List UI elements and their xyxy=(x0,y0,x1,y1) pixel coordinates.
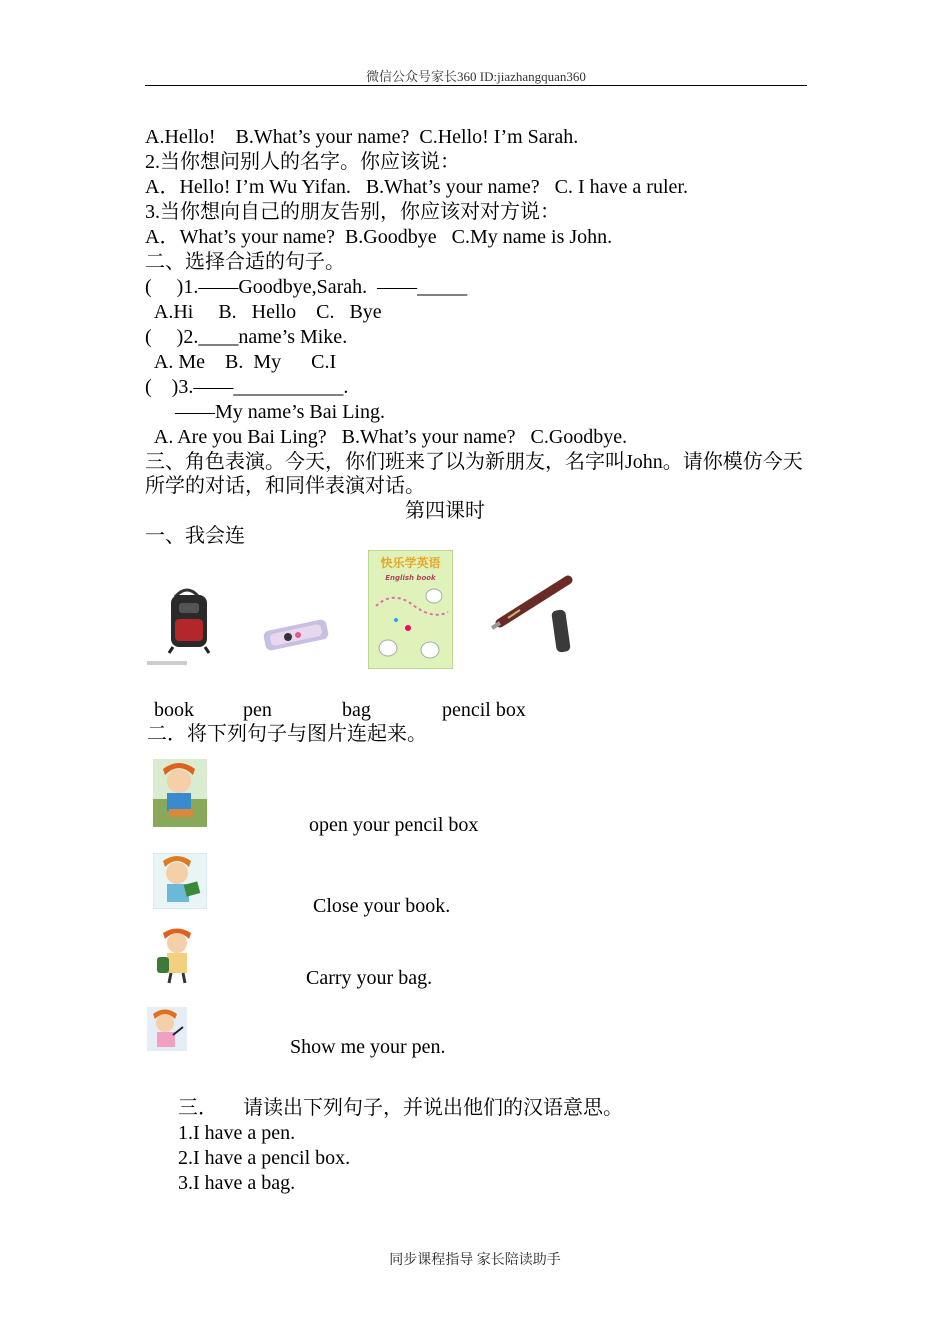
book-cover-title: 快乐学英语 xyxy=(380,556,441,570)
word-bag: bag xyxy=(342,699,371,721)
girl-opening-pencil-box-picture xyxy=(153,759,207,827)
book-cover-subtitle: English book xyxy=(385,574,436,582)
sentence-open-pencil-box: open your pencil box xyxy=(309,814,479,836)
role-play-instruction: 三、角色表演。今天，你们班来了以为新朋友，名字叫John。请你模仿今天所学的对话，和同伴表演对话。 xyxy=(145,451,803,497)
choice-options-2: A. Me B. My C.I xyxy=(145,351,337,373)
sentence-carry-bag: Carry your bag. xyxy=(306,967,433,989)
choice-answer-line-3: ——My name’s Bai Ling. xyxy=(145,401,385,423)
answer-options-1: A.Hello! B.What’s your name? C.Hello! I’m Sarah. xyxy=(145,126,579,148)
section-2-heading: 二、选择合适的句子。 xyxy=(145,251,345,273)
schoolbag-picture xyxy=(147,575,233,670)
girl-closing-book-picture xyxy=(153,853,207,909)
choice-question-1: ( )1.——Goodbye,Sarah. ——_____ xyxy=(145,276,468,298)
read-sentence-1: 1.I have a pen. xyxy=(178,1122,296,1144)
section-1-heading: 一、我会连 xyxy=(145,525,245,547)
sentence-show-pen: Show me your pen. xyxy=(290,1036,446,1058)
word-book: book xyxy=(154,699,194,721)
question-2: 2.当你想问别人的名字。你应该说： xyxy=(145,151,460,173)
answer-options-2: A．Hello! I’m Wu Yifan. B.What’s your name? C. I have a ruler. xyxy=(145,176,688,198)
fountain-pen-picture xyxy=(490,568,595,658)
page-footer: 同步课程指导 家长陪读助手 xyxy=(389,1253,561,1268)
sentence-close-book: Close your book. xyxy=(313,895,451,917)
read-sentence-2: 2.I have a pencil box. xyxy=(178,1147,351,1169)
english-book-cover xyxy=(368,550,453,669)
girl-showing-pen-picture xyxy=(147,1007,187,1051)
answer-options-3: A．What’s your name? B.Goodbye C.My name is John. xyxy=(145,226,613,248)
word-pen: pen xyxy=(243,699,272,721)
header-divider xyxy=(145,85,807,86)
choice-options-1: A.Hi B. Hello C. Bye xyxy=(145,301,382,323)
question-3: 3.当你想向自己的朋友告别，你应该对对方说： xyxy=(145,201,560,223)
page-header: 微信公众号家长360 ID:jiazhangquan360 xyxy=(366,69,586,84)
choice-question-2: ( )2.____name’s Mike. xyxy=(145,326,348,348)
section-2-match-heading: 二．将下列句子与图片连起来。 xyxy=(147,723,427,745)
choice-question-3: ( )3.——___________. xyxy=(145,376,349,398)
girl-carrying-bag-picture xyxy=(155,927,197,985)
section-3-heading: 三． 请读出下列句子，并说出他们的汉语意思。 xyxy=(178,1097,623,1119)
word-pencil-box: pencil box xyxy=(442,699,526,721)
pencil-box-picture xyxy=(262,615,332,653)
lesson-title: 第四课时 xyxy=(405,500,485,522)
choice-options-3: A. Are you Bai Ling? B.What’s your name? C.Goodbye. xyxy=(145,426,628,448)
read-sentence-3: 3.I have a bag. xyxy=(178,1172,296,1194)
